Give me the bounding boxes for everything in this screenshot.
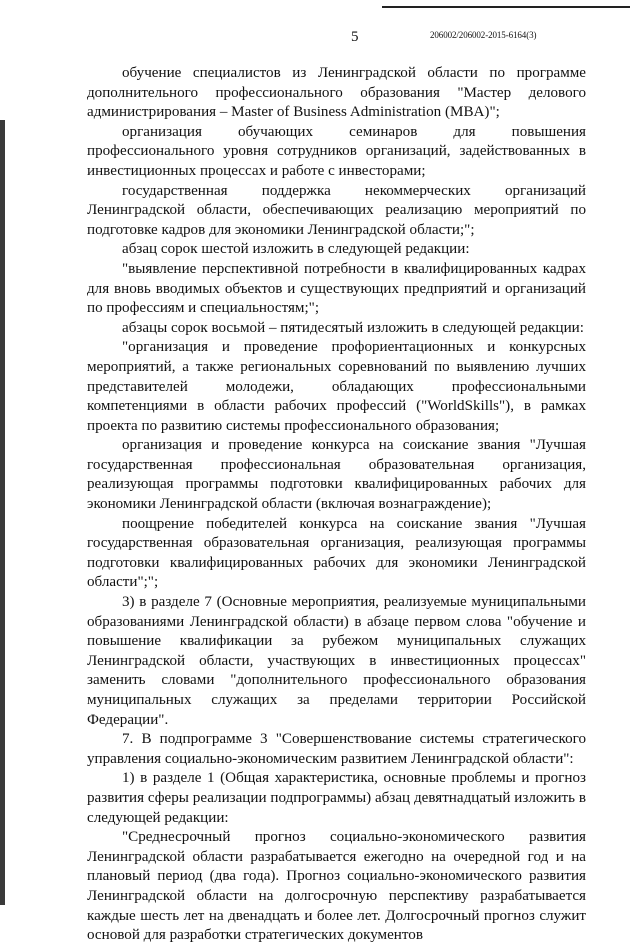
paragraph: организация обучающих семинаров для повышения профессионального уровня сотрудников организаций, задействованных в инвестиционных процессах и работе с инвесторами; (87, 123, 586, 179)
paragraph: "Среднесрочный прогноз социально-экономического развития Ленинградской области разрабатывается ежегодно на очередной год и на плановый период (два года). Прогноз социально-экономического развития Ленинградской области на долгосрочную перспективу разрабатывается каждые шесть лет на двенадцать и более лет. Долгосрочный прогноз служит основой для разработки стратегических документов (87, 829, 586, 944)
document-body (87, 64, 586, 946)
document-code: 206002/206002-2015-6164(3) (430, 30, 537, 40)
paragraph: 7. В подпрограмме 3 "Совершенствование системы стратегического управления социально-экономическим развитием Ленинградской области": (87, 731, 586, 767)
page-number: 5 (351, 29, 359, 45)
paragraph: 3) в разделе 7 (Основные мероприятия, реализуемые муниципальными образованиями Ленинградской области) в абзаце первом слова "обучение и повышение квалификации за рубежом муниципальных служащих Ленинградской области, участвующих в инвестиционных процессах" заменить словами "дополнительного профессионального образования муниципальных служащих за пределами территории Российской Федерации". (87, 594, 586, 728)
paragraph: абзацы сорок восьмой – пятидесятый изложить в следующей редакции: (122, 319, 584, 336)
paragraph: поощрение победителей конкурса на соискание звания "Лучшая государственная образовательная организация, реализующая программы подготовки квалифицированных рабочих для экономики Ленинградской области";"; (87, 515, 586, 591)
paragraph: государственная поддержка некоммерческих организаций Ленинградской области, обеспечивающих реализацию мероприятий по подготовке кадров для экономики Ленинградской области;"; (87, 182, 586, 238)
scan-edge-mark (0, 120, 5, 905)
paragraph: "организация и проведение профориентационных и конкурсных мероприятий, а также региональных соревнований по выявлению лучших представителей молодежи, обладающих профессиональными компетенциями в области рабочих профессий ("WorldSkills"), в рамках проекта по развитию системы профессионального образования; (87, 339, 586, 434)
paragraph: "выявление перспективной потребности в квалифицированных кадрах для вновь вводимых объектов и существующих предприятий и организаций по профессиям и специальностям;"; (87, 260, 586, 317)
top-rule (382, 6, 630, 8)
paragraph: 1) в разделе 1 (Общая характеристика, основные проблемы и прогноз развития сферы реализации подпрограммы) абзац девятнадцатый изложить в следующей редакции: (87, 770, 586, 826)
paragraph: организация и проведение конкурса на соискание звания "Лучшая государственная профессиональная образовательная организация, реализующая программы подготовки квалифицированных рабочих для экономики Ленинградской области (включая вознаграждение); (87, 437, 586, 513)
paragraph: обучение специалистов из Ленинградской области по программе дополнительного профессионального образования "Мастер делового администрирования – Master of Business Administration (MBA)"; (87, 65, 586, 121)
paragraph: абзац сорок шестой изложить в следующей редакции: (122, 241, 470, 258)
